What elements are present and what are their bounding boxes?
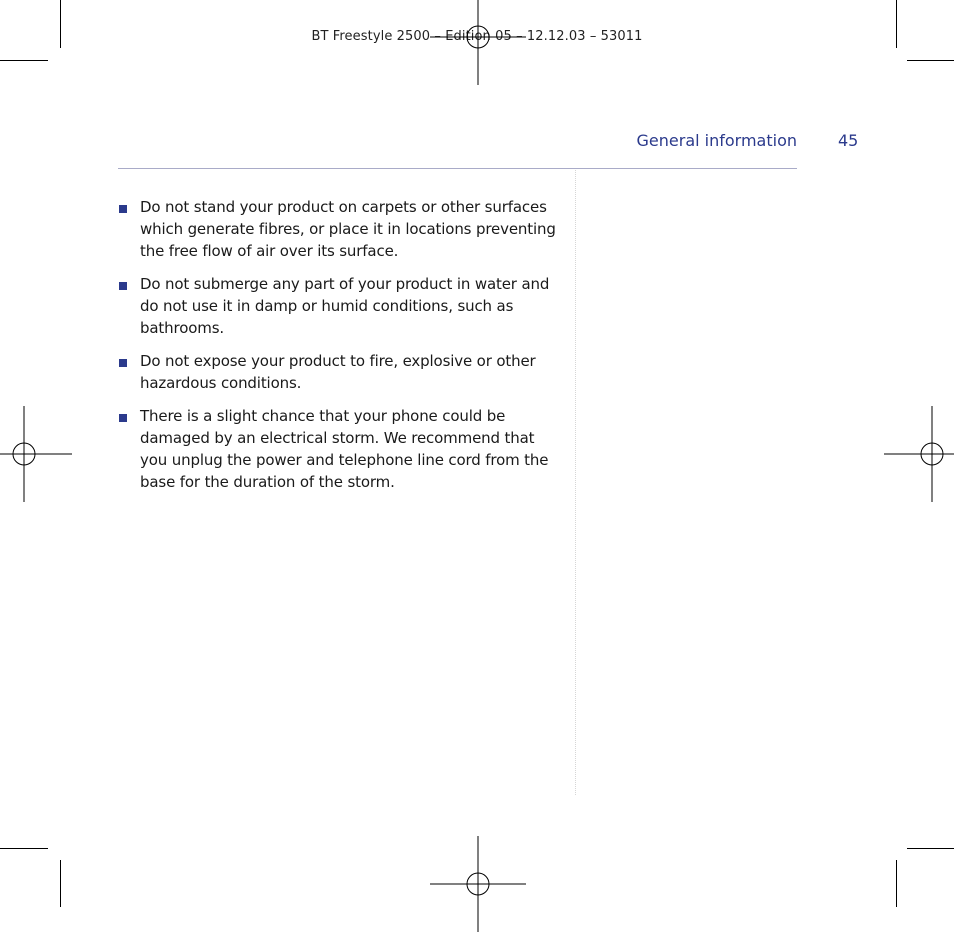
list-item-text: Do not expose your product to fire, explosive or other hazardous conditions. xyxy=(140,352,536,392)
crop-mark-top-right-horizontal xyxy=(907,60,954,61)
registration-mark-left-icon xyxy=(0,406,72,502)
section-title: General information xyxy=(636,131,797,150)
list-item-text: Do not submerge any part of your product in water and do not use it in damp or humid conditions, such as bathrooms. xyxy=(140,275,550,337)
crop-mark-bottom-right-vertical xyxy=(896,860,897,907)
square-bullet-icon xyxy=(119,205,127,213)
column-divider xyxy=(575,170,576,795)
list-item xyxy=(118,273,558,339)
list-item xyxy=(118,350,558,394)
list-item-text: There is a slight chance that your phone could be damaged by an electrical storm. We recommend that you unplug the power and telephone line cord from the base for the duration of the storm. xyxy=(140,407,549,491)
print-slug: BT Freestyle 2500 – Edition 05 – 12.12.03 – 53011 xyxy=(311,29,643,44)
registration-mark-bottom-icon xyxy=(430,836,526,932)
crop-mark-top-right-vertical xyxy=(896,0,897,48)
list-item xyxy=(118,405,558,493)
registration-mark-top-icon xyxy=(430,0,526,85)
square-bullet-icon xyxy=(119,414,127,422)
crop-mark-top-left-vertical xyxy=(60,0,61,48)
registration-mark-right-icon xyxy=(884,406,954,502)
crop-mark-bottom-right-horizontal xyxy=(907,848,954,849)
list-item-text: Do not stand your product on carpets or other surfaces which generate fibres, or place it in locations preventing the free flow of air over its surface. xyxy=(140,198,556,260)
bullet-list xyxy=(118,196,558,504)
crop-mark-bottom-left-horizontal xyxy=(0,848,48,849)
page-number: 45 xyxy=(838,131,859,150)
crop-mark-top-left-horizontal xyxy=(0,60,48,61)
crop-mark-bottom-left-vertical xyxy=(60,860,61,907)
square-bullet-icon xyxy=(119,359,127,367)
list-item xyxy=(118,196,558,262)
header-rule xyxy=(118,168,797,169)
square-bullet-icon xyxy=(119,282,127,290)
